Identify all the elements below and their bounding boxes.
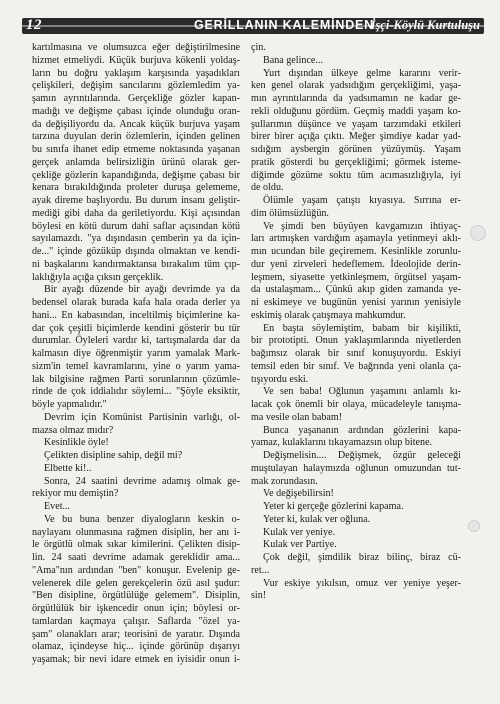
text-line: bağımsız olarak bir sınıf konuşuyordu. Eskiyi <box>251 348 461 359</box>
text-line: böyle yapmalıdır." <box>32 399 107 410</box>
text-line: tarzına duyulan derin özlemlerin, içinden gelinen <box>32 131 240 143</box>
text-line: kartılmasına ve olumsuzca eğer değiştirilmesine <box>32 42 240 53</box>
text-line: Devrim için Komünist Partisinin varlığı, ol- <box>44 411 240 423</box>
text-line: lak bilgisine rağmen Parti sorunlarının çözümle- <box>32 373 240 385</box>
text-line: rekli olduğunu gördüm. Geçmiş maddi yaşam ko- <box>251 105 461 117</box>
text-line: sıdığım aysbergin görünen yüzüymüş. Yaşam <box>251 144 461 155</box>
text-line: ların bu doğru yaklaşım karşısında yaşadıkları <box>32 67 240 79</box>
page-number: 12 <box>26 18 42 33</box>
text-line: mın ayrıntılarında da yadsımamın ne kadar ge- <box>251 93 461 104</box>
text-line: kenara bırakıldığında proleter duruşa gelememe, <box>32 182 240 194</box>
text-line: "Ama"nın ardından "ben" konuşur. Evelenip ge- <box>32 564 240 576</box>
text-line: "Ben disipline, örgütlülüğe gelemem". Disiplin, <box>32 590 240 602</box>
text-line: de oldu. <box>251 182 284 194</box>
scan-speck <box>468 520 480 532</box>
text-line: sizm'in temel kavramlarını, yine o yarım yama- <box>32 360 240 372</box>
text-line: ni eskimeye ve bugünün yenisi yarının yenisiyle <box>251 297 461 308</box>
text-line: lin. 24 saati devrime adamak gereklidir ama... <box>32 552 240 563</box>
text-line: mediği gibi daha da geriletiyordu. Kişi açısından <box>32 207 240 219</box>
text-line: ret... <box>251 564 270 576</box>
text-line: da ustalaşmam... Çünkü akıp giden zamanda ye- <box>251 284 461 296</box>
text-line: le örgütlü olmak sıkar kimilerini. Çelikten disip- <box>32 539 240 551</box>
text-line: Ölümle yaşam çatıştı kıyasıya. Sırrına er- <box>263 195 461 206</box>
text-line: Ve sen baba! Oğlunun yaşamını anlamlı kı- <box>263 386 461 398</box>
text-line: naylayanı olunmasına rağmen disiplin, her anı i- <box>32 526 240 538</box>
left-text-column <box>32 42 240 667</box>
text-line: Kesinlikle öyle! <box>44 437 109 449</box>
text-line: çin. <box>251 42 266 53</box>
text-line: birer birer açığa çıktı. Meğer şimdiye kadar yad- <box>251 131 461 143</box>
text-line: Kulak ver Partiye. <box>263 539 337 551</box>
text-line: madığı ve değişme çabası içinde olunduğu oran- <box>32 105 240 117</box>
text-line: olamaz, içindeyse hiç... içinde görünüp dışarıyı <box>32 641 240 653</box>
text-line: sin! <box>251 590 267 602</box>
text-line: çekliğe gözlerin kapandığında, değişme çabası bir <box>32 169 240 181</box>
text-line: tışıyordu eski. <box>251 373 309 385</box>
text-line: bir prototipti. Onun yaklaşımlarında niyetlerden <box>251 335 461 347</box>
text-line: mın ucundan bile geçiremem. Kesinlikle zorunlu- <box>251 246 461 257</box>
text-line: ma vesile olan babam! <box>251 411 343 423</box>
text-line: Yeter ki gerçeğe gözlerini kapama. <box>263 501 404 512</box>
text-line: Kulak ver yeniye. <box>263 526 336 538</box>
text-line: En başta söylemiştim, babam bir kişilikti, <box>263 322 461 334</box>
text-line: Ve şimdi ben büyüyen kavgamızın ihtiyaç- <box>263 220 461 232</box>
text-line: Vur eskiye yıkılsın, omuz ver yeniye yeşer- <box>263 577 461 589</box>
text-line: mazsa olmaz mıdır? <box>32 424 114 436</box>
text-line: çelişkileri, değişim sancılarını gözlemledim ya- <box>32 80 240 92</box>
text-line: Elbette ki!.. <box>44 462 92 474</box>
text-line: dur yeni zirveleri hedeflemem. İdeolojide derin- <box>251 258 461 270</box>
publication-name: İşçi-Köylü Kurtuluşu <box>370 18 480 32</box>
text-line: Bunca yaşananın ardından gözlerini kapa- <box>263 424 461 436</box>
text-line: lacak çok önemli bir olaya, mücadeleyle tanışma- <box>251 399 461 410</box>
text-line: de..." içinde gözüküp dışında olmaktan ve kendi- <box>32 246 240 257</box>
text-line: muştulayan halaymızda oğlunun omuzundan tut- <box>251 462 461 474</box>
text-line: da değişiliyordu da. Ancak küçük burjuva yaşam <box>32 118 240 130</box>
text-line: bu sınıfa ihanet edip etmeme noktasında yaşanan <box>32 144 240 155</box>
text-line: yaşamak; bir nevi idare etmek en iyisidir onun i- <box>32 654 240 665</box>
text-line: Sonra, 24 saatini devrime adamış olmak ge- <box>44 475 240 487</box>
text-line: şamın ayrıntılarında. Gerçekliğe gözler kapan- <box>32 93 240 104</box>
text-line: diğimde gözüme soktu tüm acımasızlığıyla, iyi <box>251 169 461 181</box>
text-line: eskimiş olarak çatışmaya mahkumdur. <box>251 309 406 321</box>
text-line: durumlar. Öyleleri vardır ki, tartışmalarda dar da <box>32 335 240 347</box>
text-line: mak zorundasın. <box>251 475 318 487</box>
scan-speck <box>470 225 486 241</box>
text-line: laklığıyla açığa çıksın gerçeklik. <box>32 271 164 283</box>
text-line: leşmem, siyasette yetkinleşmem, örgütsel yaşam- <box>251 271 461 283</box>
text-line: dar çok çeşitli biçimlerde kendini gösterir bu tür <box>32 322 240 334</box>
text-line: Çok değil, şimdilik biraz bilinç, biraz cü- <box>263 552 461 563</box>
text-line: kalmasın diye öğrenmiştir yarım yamalak Mark- <box>32 348 240 359</box>
text-line: böylesi en kötü durum dahi saflar açısından kötü <box>32 220 240 232</box>
text-line: Evet... <box>44 501 71 512</box>
text-line: bedensel olarak burada kafa hala orada derler ya <box>32 297 240 308</box>
text-line: Ve bu buna benzer diyalogların keskin o- <box>44 513 240 525</box>
text-line: sayılamazdı. "ya dışındasın çemberin ya da için- <box>32 233 240 245</box>
text-line: temsil eden bir sınıf. Ve bağrında yeni olanla ça- <box>251 360 461 372</box>
text-line: Değişmelisin.... Değişmek, özgür geleceği <box>263 450 461 461</box>
text-line: pratik gösterdi bu gerçekliğimi; görmek isteme- <box>251 156 461 168</box>
text-line: yamaz, kulaklarını tıkayamazsın olup bitene. <box>251 437 433 449</box>
text-line: Bir ayağı düzende bir ayağı devrimde ya da <box>44 284 240 296</box>
text-line: ları artmışken vardığım aşamayla yetinmeyi aklı- <box>251 233 461 245</box>
text-line: velenerek dile gelen gerekçelerin özü asıl şudur: <box>32 577 240 589</box>
text-line: Ve değişebilirsin! <box>263 488 334 500</box>
page-header-bar <box>22 18 484 34</box>
text-line: hani... En kabasından, inceltilmiş biçimlerine ka- <box>32 309 240 321</box>
text-line: rinde de çok iddialıdır söylemi... "Şöyle eksiktir, <box>32 386 240 398</box>
text-line: Yurt dışından ülkeye gelme kararını verir- <box>263 67 461 79</box>
text-line: ni başkalarını kandırmaktansa bırakalım tüm çıp- <box>32 258 240 270</box>
right-text-column <box>251 42 461 603</box>
text-line: şullarımın düşünce ve yaşam tarzımdaki etkileri <box>251 118 461 130</box>
text-line: hizmet etmeliydi. Küçük burjuva kökenli yoldaş- <box>32 54 240 66</box>
section-title: GERİLLANIN KALEMİNDEN <box>194 18 374 32</box>
text-line: Bana gelince... <box>263 54 323 66</box>
text-line: şam" olanakları arar; teorisini de yaratır. Dışında <box>32 628 240 640</box>
text-line: gerçek anlamda belirsizliğin ürünü olarak ger- <box>32 156 240 168</box>
text-line: Yeter ki, kulak ver oğluna. <box>263 513 371 525</box>
text-line: ken genel olarak yadsıdığım gerçekliğimi, yaşa- <box>251 80 461 92</box>
text-line: ayak direme başlıyordu. Bu durum insanı geliştir- <box>32 195 240 206</box>
text-line: örgütlülük bir işkencedir onun için; böylesi or- <box>32 603 240 614</box>
text-line: dim ölümsüzlüğün. <box>251 207 329 219</box>
text-line: rekiyor mu demiştin? <box>32 488 119 500</box>
text-line: Çelikten disipline sahip, değil mi? <box>44 450 183 461</box>
text-line: tamlardan kaçmaya çalışır. Saflarda "özel ya- <box>32 615 240 627</box>
